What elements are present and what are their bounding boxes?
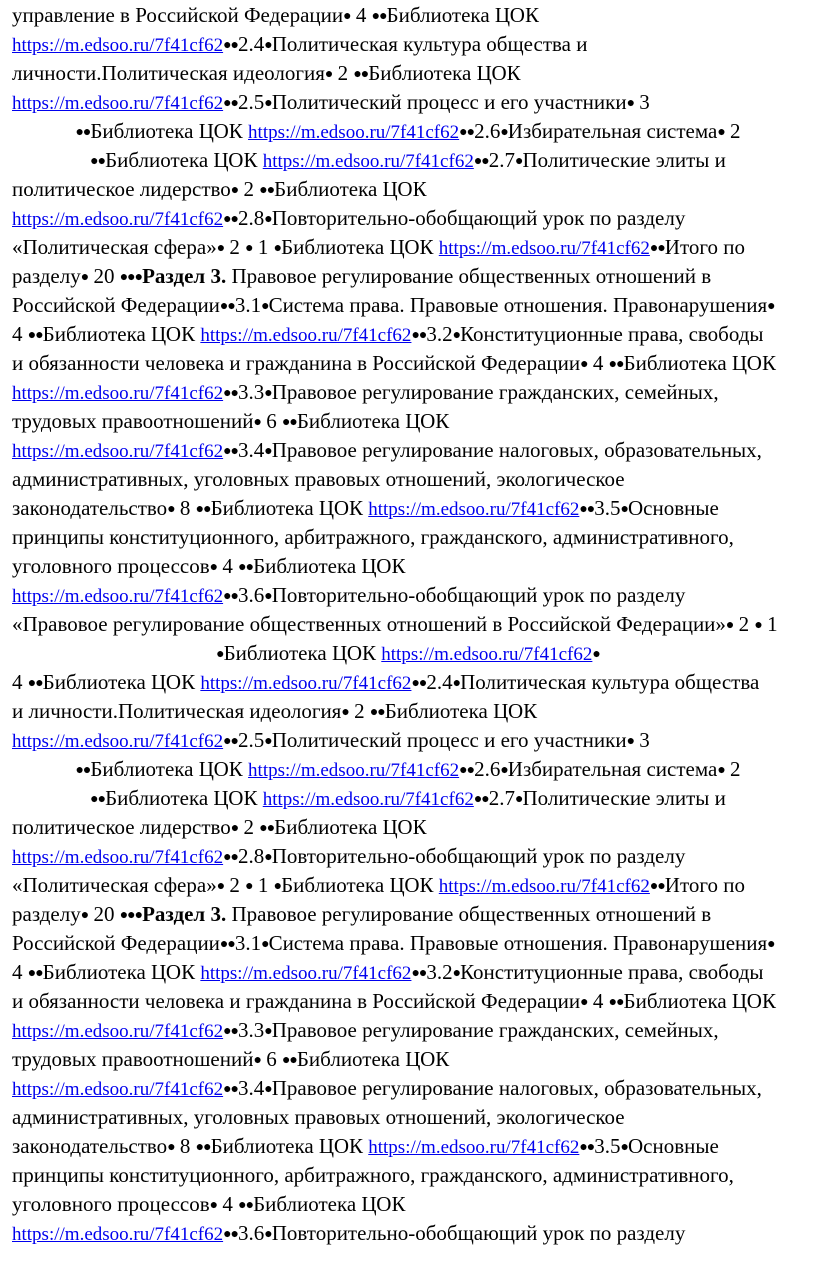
text-run: Российской Федерации <box>12 293 220 317</box>
text-run: 1 <box>761 612 778 636</box>
text-run: Библиотека ЦОК <box>42 960 201 984</box>
text-line <box>0 1076 816 1100</box>
text-run: «Правовое регулирование общественных отношений в Российской Федерации» <box>12 612 726 636</box>
text-run: 2.4 <box>426 670 453 694</box>
text-run: Библиотека ЦОК <box>274 177 427 201</box>
text-run: 4 <box>350 3 372 27</box>
text-run: законодательство <box>12 496 168 520</box>
text-run: Библиотека ЦОК <box>281 235 439 259</box>
bullet-icon: ●● <box>219 937 235 952</box>
text-run: 2 <box>733 612 755 636</box>
text-run: Повторительно-обобщающий урок по разделу <box>271 844 686 868</box>
library-link[interactable]: https://m.edsoo.ru/7f41cf62 <box>12 586 224 607</box>
text-run: и личности.Политическая идеология <box>12 699 342 723</box>
text-run: Библиотека ЦОК <box>210 1134 369 1158</box>
text-run: принципы конституционного, арбитражного, гражданского, административного, <box>12 1163 734 1187</box>
bullet-icon: ● <box>515 792 523 807</box>
bullet-icon: ●● <box>579 502 595 517</box>
bullet-icon: ● <box>580 995 588 1010</box>
bullet-icon: ●● <box>579 1140 595 1155</box>
text-run: Политические элиты и <box>522 148 726 172</box>
text-run: 4 <box>587 351 609 375</box>
text-run: трудовых правоотношений <box>12 409 254 433</box>
bullet-icon: ● <box>253 1053 261 1068</box>
text-run: «Политическая сфера» <box>12 873 217 897</box>
text-line <box>0 1105 816 1129</box>
text-run: Правовое регулирование гражданских, семейных, <box>271 1018 719 1042</box>
text-run: политическое лидерство <box>12 815 231 839</box>
bullet-icon: ● <box>324 67 333 82</box>
text-run: 2.8 <box>238 206 265 230</box>
library-link[interactable]: https://m.edsoo.ru/7f41cf62 <box>438 876 650 897</box>
text-run: 8 <box>174 1134 196 1158</box>
text-run: административных, уголовных правовых отношений, экологическое <box>12 1105 625 1129</box>
text-run: 2 <box>238 177 260 201</box>
bullet-icon: ● <box>253 415 261 430</box>
text-line <box>0 525 816 549</box>
text-line <box>0 931 816 955</box>
library-link[interactable]: https://m.edsoo.ru/7f41cf62 <box>12 1079 224 1100</box>
text-run: Библиотека ЦОК <box>368 61 521 85</box>
library-link[interactable]: https://m.edsoo.ru/7f41cf62 <box>200 325 412 346</box>
text-run: 3 <box>634 728 650 752</box>
bullet-icon: ●● <box>259 821 275 836</box>
bullet-icon: ● <box>209 560 218 575</box>
text-line <box>0 612 816 636</box>
text-run: 3.3 <box>238 380 265 404</box>
bullet-icon: ●● <box>223 96 239 111</box>
text-run: 2.6 <box>474 119 501 143</box>
library-link[interactable]: https://m.edsoo.ru/7f41cf62 <box>368 499 580 520</box>
text-run: 2 <box>724 119 741 143</box>
bullet-icon: ● <box>264 1082 272 1097</box>
text-run: Система права. Правовые отношения. Правонарушения <box>268 931 768 955</box>
text-run: 20 <box>88 902 120 926</box>
bullet-icon: ● <box>80 270 89 285</box>
text-line <box>0 467 816 491</box>
text-run: Библиотека ЦОК <box>105 786 263 810</box>
bullet-icon: ● <box>264 386 272 401</box>
library-link[interactable]: https://m.edsoo.ru/7f41cf62 <box>12 731 224 752</box>
text-line <box>0 380 816 404</box>
bullet-icon: ●● <box>473 154 489 169</box>
bullet-icon: ● <box>717 763 725 778</box>
text-line <box>0 119 816 143</box>
text-line <box>0 61 816 85</box>
library-link[interactable]: https://m.edsoo.ru/7f41cf62 <box>438 238 650 259</box>
text-run: Библиотека ЦОК <box>105 148 263 172</box>
bullet-icon: ● <box>500 125 508 140</box>
bullet-icon: ● <box>230 821 239 836</box>
text-run: 6 <box>260 1047 282 1071</box>
text-run: 3 <box>634 90 650 114</box>
section-heading: Раздел 3. <box>142 902 227 926</box>
text-run: 20 <box>88 264 120 288</box>
text-run: 4 <box>587 989 609 1013</box>
bullet-icon: ● <box>452 328 461 343</box>
bullet-icon: ●● <box>90 154 106 169</box>
text-run: Библиотека ЦОК <box>296 1047 450 1071</box>
text-line <box>0 32 816 56</box>
bullet-icon: ●● <box>369 705 385 720</box>
text-line <box>0 786 816 810</box>
text-run: уголовного процессов <box>12 1192 210 1216</box>
bullet-icon: ● <box>754 618 762 633</box>
bullet-icon: ● <box>767 937 775 952</box>
text-line <box>0 728 816 752</box>
text-run: управление в Российской Федерации <box>12 3 344 27</box>
text-run: Итого по <box>664 235 745 259</box>
text-line <box>0 206 816 230</box>
text-run: 2 <box>224 235 246 259</box>
bullet-icon: ● <box>452 676 461 691</box>
bullet-icon: ● <box>725 618 734 633</box>
bullet-icon: ● <box>592 647 600 662</box>
bullet-icon: ●● <box>223 444 239 459</box>
text-run: Библиотека ЦОК <box>42 322 201 346</box>
text-run: Библиотека ЦОК <box>42 670 201 694</box>
text-run: Библиотека ЦОК <box>384 699 538 723</box>
text-run: Библиотека ЦОК <box>623 989 776 1013</box>
text-line <box>0 815 816 839</box>
library-link[interactable]: https://m.edsoo.ru/7f41cf62 <box>12 93 224 114</box>
text-run: 3.6 <box>238 583 265 607</box>
bullet-icon: ● <box>717 125 725 140</box>
bullet-icon: ●● <box>371 9 387 24</box>
bullet-icon: ●● <box>459 763 475 778</box>
library-link[interactable]: https://m.edsoo.ru/7f41cf62 <box>12 209 224 230</box>
bullet-icon: ● <box>167 502 175 517</box>
bullet-icon: ●● <box>90 792 106 807</box>
bullet-icon: ●● <box>259 183 275 198</box>
bullet-icon: ● <box>264 850 272 865</box>
bullet-icon: ● <box>261 299 269 314</box>
bullet-icon: ●●● <box>119 270 143 285</box>
bullet-icon: ●● <box>608 995 624 1010</box>
library-link[interactable]: https://m.edsoo.ru/7f41cf62 <box>200 673 412 694</box>
text-run: 2 <box>238 815 260 839</box>
bullet-icon: ● <box>245 241 253 256</box>
text-run: Политический процесс и его участники <box>271 90 627 114</box>
text-line <box>0 1192 816 1216</box>
library-link[interactable]: https://m.edsoo.ru/7f41cf62 <box>381 644 593 665</box>
bullet-icon: ● <box>230 183 239 198</box>
text-line <box>0 3 816 27</box>
text-run: Избирательная система <box>507 119 718 143</box>
text-line <box>0 293 816 317</box>
text-run: уголовного процессов <box>12 554 210 578</box>
text-run: 2.4 <box>238 32 265 56</box>
bullet-icon: ● <box>580 357 588 372</box>
bullet-icon: ● <box>264 38 272 53</box>
text-run: и обязанности человека и гражданина в Российской Федерации <box>12 351 581 375</box>
library-link[interactable]: https://m.edsoo.ru/7f41cf62 <box>262 151 474 172</box>
bullet-icon: ●● <box>223 212 239 227</box>
bullet-icon: ● <box>273 879 282 894</box>
bullet-icon: ● <box>620 502 628 517</box>
text-run: Основные <box>627 1134 719 1158</box>
text-line <box>0 960 816 984</box>
bullet-icon: ● <box>264 734 272 749</box>
bullet-icon: ●● <box>411 328 427 343</box>
library-link[interactable]: https://m.edsoo.ru/7f41cf62 <box>200 963 412 984</box>
text-run: Библиотека ЦОК <box>281 873 439 897</box>
text-line <box>0 699 816 723</box>
text-run: Библиотека ЦОК <box>253 1192 406 1216</box>
bullet-icon: ● <box>626 734 635 749</box>
bullet-icon: ●● <box>195 1140 211 1155</box>
library-link[interactable]: https://m.edsoo.ru/7f41cf62 <box>368 1137 580 1158</box>
text-run: 2.8 <box>238 844 265 868</box>
bullet-icon: ● <box>209 1198 218 1213</box>
text-line <box>0 1163 816 1187</box>
text-run: 3.5 <box>594 496 621 520</box>
bullet-icon: ● <box>264 589 272 604</box>
bullet-icon: ●● <box>223 1082 239 1097</box>
text-run: 4 <box>12 322 28 346</box>
text-run: разделу <box>12 264 81 288</box>
text-run: Правовое регулирование гражданских, семейных, <box>271 380 719 404</box>
bullet-icon: ●● <box>281 1053 297 1068</box>
text-line <box>0 90 816 114</box>
bullet-icon: ● <box>452 966 461 981</box>
bullet-icon: ● <box>341 705 349 720</box>
text-run: Библиотека ЦОК <box>253 554 406 578</box>
text-run: личности.Политическая идеология <box>12 61 325 85</box>
text-run: Избирательная система <box>507 757 718 781</box>
text-line <box>0 989 816 1013</box>
text-line <box>0 264 816 288</box>
text-run: Библиотека ЦОК <box>386 3 539 27</box>
text-run: 2.7 <box>488 148 515 172</box>
text-run: 3.6 <box>238 1221 265 1245</box>
text-run: Конституционные права, свободы <box>460 322 764 346</box>
text-line <box>0 177 816 201</box>
text-line <box>0 844 816 868</box>
text-run: Правовое регулирование общественных отношений в <box>226 902 712 926</box>
bullet-icon: ●● <box>223 1024 239 1039</box>
text-run: Библиотека ЦОК <box>90 757 249 781</box>
text-run: законодательство <box>12 1134 168 1158</box>
bullet-icon: ●● <box>459 125 475 140</box>
library-link[interactable]: https://m.edsoo.ru/7f41cf62 <box>248 122 460 143</box>
library-link[interactable]: https://m.edsoo.ru/7f41cf62 <box>12 1224 224 1245</box>
text-run: «Политическая сфера» <box>12 235 217 259</box>
bullet-icon: ●● <box>75 763 91 778</box>
text-line <box>0 641 816 665</box>
text-run: Правовое регулирование налоговых, образовательных, <box>271 1076 762 1100</box>
text-line <box>0 1018 816 1042</box>
bullet-icon: ● <box>216 879 225 894</box>
text-run: 3.1 <box>234 931 262 955</box>
text-run: 3.3 <box>238 1018 265 1042</box>
bullet-icon: ●● <box>281 415 297 430</box>
text-run: 3.4 <box>238 1076 265 1100</box>
bullet-icon: ● <box>264 1227 272 1242</box>
text-run: Конституционные права, свободы <box>460 960 764 984</box>
text-run: Система права. Правовые отношения. Правонарушения <box>268 293 768 317</box>
text-run: Повторительно-обобщающий урок по разделу <box>271 1221 686 1245</box>
library-link[interactable]: https://m.edsoo.ru/7f41cf62 <box>12 35 224 56</box>
text-line <box>0 235 816 259</box>
bullet-icon: ● <box>261 937 269 952</box>
text-run: трудовых правоотношений <box>12 1047 254 1071</box>
bullet-icon: ●● <box>238 1198 254 1213</box>
bullet-icon: ● <box>273 241 282 256</box>
text-run: политическое лидерство <box>12 177 231 201</box>
text-line <box>0 148 816 172</box>
text-run: Библиотека ЦОК <box>274 815 427 839</box>
text-run: Библиотека ЦОК <box>210 496 369 520</box>
text-run: Политическая культура общества и <box>271 32 588 56</box>
text-run: 2 <box>348 699 370 723</box>
text-line <box>0 1221 816 1245</box>
bullet-icon: ● <box>216 241 225 256</box>
bullet-icon: ●● <box>411 676 427 691</box>
bullet-icon: ●● <box>649 241 665 256</box>
text-run: 3.1 <box>234 293 262 317</box>
text-run: Библиотека ЦОК <box>296 409 450 433</box>
bullet-icon: ●● <box>238 560 254 575</box>
text-run: 1 <box>252 235 274 259</box>
text-run: 2.6 <box>474 757 501 781</box>
library-link[interactable]: https://m.edsoo.ru/7f41cf62 <box>12 441 224 462</box>
bullet-icon: ● <box>343 9 351 24</box>
text-run: 4 <box>12 960 28 984</box>
text-line <box>0 351 816 375</box>
text-run: 2.5 <box>238 728 265 752</box>
bullet-icon: ● <box>167 1140 175 1155</box>
text-run: Правовое регулирование общественных отношений в <box>226 264 712 288</box>
text-run: 2 <box>332 61 354 85</box>
text-line <box>0 438 816 462</box>
text-run: Политический процесс и его участники <box>271 728 627 752</box>
text-line <box>0 1047 816 1071</box>
bullet-icon: ● <box>515 154 523 169</box>
section-heading: Раздел 3. <box>142 264 227 288</box>
text-run: 2.5 <box>238 90 265 114</box>
text-run: 3.2 <box>426 322 453 346</box>
text-line <box>0 873 816 897</box>
library-link[interactable]: https://m.edsoo.ru/7f41cf62 <box>12 383 224 404</box>
bullet-icon: ● <box>264 1024 272 1039</box>
text-run: Российской Федерации <box>12 931 220 955</box>
bullet-icon: ● <box>620 1140 628 1155</box>
text-line <box>0 1134 816 1158</box>
text-run: 3.4 <box>238 438 265 462</box>
text-run: Библиотека ЦОК <box>623 351 776 375</box>
bullet-icon: ●● <box>219 299 235 314</box>
text-line <box>0 670 816 694</box>
library-link[interactable]: https://m.edsoo.ru/7f41cf62 <box>262 789 474 810</box>
bullet-icon: ● <box>264 96 272 111</box>
bullet-icon: ●● <box>608 357 624 372</box>
bullet-icon: ●● <box>223 734 239 749</box>
bullet-icon: ● <box>626 96 635 111</box>
bullet-icon: ●● <box>195 502 211 517</box>
bullet-icon: ●● <box>649 879 665 894</box>
bullet-icon: ●● <box>223 386 239 401</box>
bullet-icon: ●● <box>223 850 239 865</box>
bullet-icon: ● <box>767 299 775 314</box>
text-run: разделу <box>12 902 81 926</box>
bullet-icon: ● <box>264 444 272 459</box>
text-run: Основные <box>627 496 719 520</box>
bullet-icon: ● <box>80 908 89 923</box>
text-run: 3.2 <box>426 960 453 984</box>
text-run: принципы конституционного, арбитражного, гражданского, административного, <box>12 525 734 549</box>
text-run: Политические элиты и <box>522 786 726 810</box>
bullet-icon: ●● <box>75 125 91 140</box>
text-run: 4 <box>217 554 239 578</box>
text-run: 3.5 <box>594 1134 621 1158</box>
text-line <box>0 902 816 926</box>
library-link[interactable]: https://m.edsoo.ru/7f41cf62 <box>248 760 460 781</box>
bullet-icon: ●● <box>353 67 369 82</box>
text-run: Библиотека ЦОК <box>90 119 249 143</box>
bullet-icon: ● <box>264 212 272 227</box>
text-run: 2 <box>724 757 741 781</box>
text-run: 1 <box>252 873 274 897</box>
text-run: Правовое регулирование налоговых, образовательных, <box>271 438 762 462</box>
bullet-icon: ● <box>216 647 224 662</box>
text-run: административных, уголовных правовых отношений, экологическое <box>12 467 625 491</box>
bullet-icon: ●● <box>27 966 43 981</box>
text-run: Повторительно-обобщающий урок по разделу <box>271 206 686 230</box>
text-line <box>0 757 816 781</box>
library-link[interactable]: https://m.edsoo.ru/7f41cf62 <box>12 847 224 868</box>
text-run: Итого по <box>664 873 745 897</box>
bullet-icon: ●● <box>473 792 489 807</box>
bullet-icon: ●● <box>223 38 239 53</box>
bullet-icon: ●● <box>27 676 43 691</box>
text-line <box>0 409 816 433</box>
text-run: 4 <box>12 670 28 694</box>
bullet-icon: ●● <box>411 966 427 981</box>
text-run: Политическая культура общества <box>460 670 760 694</box>
text-run: 8 <box>174 496 196 520</box>
text-run: 2.7 <box>488 786 515 810</box>
bullet-icon: ●● <box>223 589 239 604</box>
bullet-icon: ●●● <box>119 908 143 923</box>
text-line <box>0 496 816 520</box>
text-line <box>0 322 816 346</box>
bullet-icon: ● <box>245 879 253 894</box>
text-run: 6 <box>260 409 282 433</box>
bullet-icon: ●● <box>27 328 43 343</box>
text-run: Библиотека ЦОК <box>223 641 382 665</box>
text-run: 2 <box>224 873 246 897</box>
library-link[interactable]: https://m.edsoo.ru/7f41cf62 <box>12 1021 224 1042</box>
text-run: и обязанности человека и гражданина в Российской Федерации <box>12 989 581 1013</box>
text-line <box>0 554 816 578</box>
bullet-icon: ●● <box>223 1227 239 1242</box>
text-line <box>0 583 816 607</box>
bullet-icon: ● <box>500 763 508 778</box>
text-run: 4 <box>217 1192 239 1216</box>
text-run: Повторительно-обобщающий урок по разделу <box>271 583 686 607</box>
